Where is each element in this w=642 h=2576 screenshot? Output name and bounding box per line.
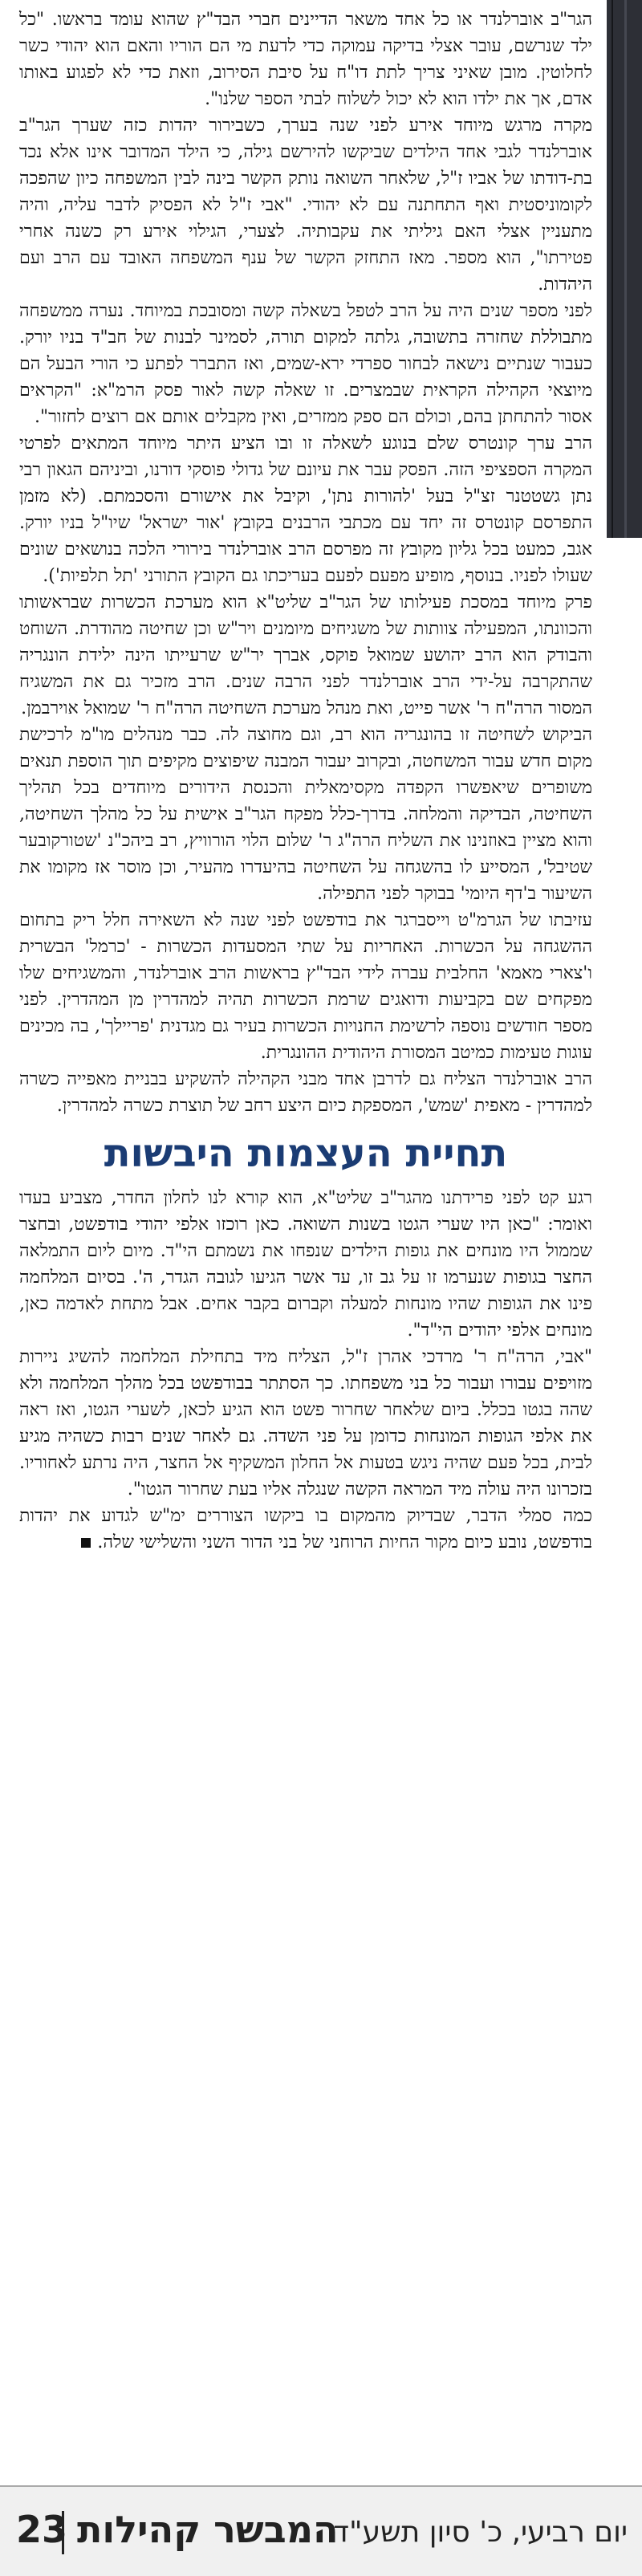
photo-edge-line [612,0,613,538]
article-paragraph: הרב אוברלנדר הצליח גם לדרבן אחד מבני הקהילה להשקיע בבניית מאפייה כשרה למהדרין - מאפית 'שמש', המספקת כיום היצע רחב של תוצרת כשרה למהדרין. [19,1069,592,1116]
article-paragraph: לפני מספר שנים היה על הרב לטפל בשאלה קשה ומסובכת במיוחד. נערה ממשפחה מתבוללת שחזרה בתשובה, גלתה למקום תורה, לסמינר לבנות של חב"ד בניו יורק. כעבור שנתיים נישאה לבחור ספרדי ירא-שמים, ואז התברר לפתע כי הורי הבעל הם מיוצאי הקהילה הקראית שבמצרים. זו שאלה קשה לאור פסק הרמ"א: "הקראים אסור להתחתן בהם, וכולם הם ספק ממזרים, ואין מקבלים אותם אם רוצים לחזור". [19,301,592,427]
section-subheading: תחיית העצמות היבשות [104,1131,508,1176]
photo-edge-line [624,0,627,538]
page-number: 23 [16,2508,68,2551]
article-paragraph: מקרה מרגש מיוחד אירע לפני שנה בערך, כשבירור יהדות כזה שערך הגר"ב אוברלנדר לגבי אחד הילדים שביקשו להירשם גילה, כי הילד המדובר אינו אלא נכד בת-דודתו של אביו ז"ל, שלאחר השואה נותק הקשר בינה לבין המשפחה כיון שהפכה לקומוניסטית ואף התחתנה עם לא יהודי. "אבי ז"ל לא הפסיק לדבר עליה, והיה מתעניין אצלי האם גיליתי את עקבותיה. לצערי, הגילוי אירע רק כשנה אחרי פטירתו", הוא מספר. מאז התחזק הקשר של ענף המשפחה האובד עם הרב ועם היהדות. [19,116,592,295]
page-footer [0,2487,642,2576]
issue-date: יום רביעי, כ' סיון תשע"ד [333,2516,628,2549]
photo-strip [607,0,642,538]
article-paragraph: הרב ערך קונטרס שלם בנוגע לשאלה זו ובו הציע היתר מיוחד המתאים לפרטי המקרה הספציפי הזה. הפסק עבר את עיונם של גדולי פוסקי דורנו, וביניהם הגאון רבי נתן גשטטנר זצ"ל בעל 'להורות נתן', וקיבל את אישורם והסכמתם. (לא מזמן התפרסם קונטרס זה יחד עם מכתבי הרבנים בקובץ 'אור ישראל' שיו"ל בניו יורק. אגב, כמעט בכל גליון מקובץ זה מפרסם הרב אוברלנדר בירורי הלכה בנושאים שונים שעולו לפניו. בנוסף, מופיע מפעם לפעם בעריכתו גם הקובץ התורני 'תל תלפיות'). [19,433,592,586]
article-paragraph: הגר"ב אוברלנדר או כל אחד משאר הדיינים חברי הבד"ץ שהוא עומד בראשו. "כל ילד שנרשם, עובר אצלי בדיקה עמוקה כדי לדעת מי הם הוריו והאם הוא יהודי כשר לחלוטין. מובן שאיני צריך לתת דו"ח על סיבת הסירוב, וזאת כדי לא לפגוע באותו אדם, אך את ילדו הוא לא יכול לשלוח לבתי הספר שלנו". [19,10,592,109]
article-paragraph: הביקוש לשחיטה זו בהונגריה הוא רב, וגם מחוצה לה. כבר מנהלים מו"מ לרכישת מקום חדש עבור המשחטה, ובקרוב יעבור המבנה שיפוצים מקיפים תוך הוספת תנאים משופרים שיאפשרו הקפדה מקסימאלית והכנסת הידורים מיוחדים בכל תהליך השחיטה, הבדיקה והמלחה. בדרך-כלל מפקח הגר"ב אישית על כל מהלך השחיטה, והוא מציין באוזנינו את השליח הרה"ג ר' שלום הלוי הורוויץ, רב ביהכ"נ 'שטורקובער שטיבל', המסייע לו בהשגחה על השחיטה בהיעדרו מהעיר, וכן מוסר אז מקומו את השיעור ב'דף היומי' בבוקר לפני התפילה. [19,725,592,904]
article-paragraph: "אבי, הרה"ח ר' מרדכי אהרן ז"ל, הצליח מיד בתחילת המלחמה להשיג ניירות מזויפים עבורו ועבור כל בני משפחתו. כך הסתתר בבודפשט בכל מהלך המלחמה ולא שהה בגטו בכלל. ביום שלאחר שחרור פשט הוא הגיע לכאן, לשערי הגטו, ואז ראה את אלפי הגופות המונחות כדומן על פני השדה. גם לאחר שנים רבות כשהיה מגיע לבית, בכל פעם שהיה ניגש בטעות אל החלון המשקיף אל החצר, היה נרתע לאחוריו. בזכרונו היה עולה מיד המראה הקשה שנגלה אליו בעת שחרור הגטו". [19,1347,592,1500]
article-body [19,0,592,1556]
article-paragraph: רגע קט לפני פרידתנו מהגר"ב שליט"א, הוא קורא לנו לחלון החדר, מצביע בעדו ואומר: "כאן היו שערי הגטו בשנות השואה. כאן רוכזו אלפי יהודי בודפשט, ובחצר שממול היו מונחים את גופות הילדים שנפחו את נשמתם הי"ד. מיום ליום התמלאה החצר בגופות שנערמו זו על גב זו, עד אשר הגיעו לגובה הגדר, ה'. בסיום המלחמה פינו את הגופות שהיו מונחות למעלה וקברום בקבר אחים. אבל מתחת לאדמה כאן, מונחים אלפי יהודים הי"ד". [19,1188,592,1341]
article-paragraph: פרק מיוחד במסכת פעילותו של הגר"ב שליט"א הוא מערכת הכשרות שבראשותו והכוונתו, המפעילה צוותות של משגיחים מיומנים ויר"ש וכן שחיטה מהודרת. השוחט והבודק הוא הרב יהושע שמואל פוקס, אברך יר"ש שרעייתו הינה ילידת הונגריה שהתקרבה על-ידי הרב אוברלנדר לפני הרבה שנים. הרב מזכיר גם את המשגיח המסור הרה"ח ר' אשר פייט, ואת מנהל מערכת השחיטה הרה"ח ר' שמואל אוירבמן. [19,592,592,718]
article-paragraph: עזיבתו של הגרמ"ט וייסברגר את בודפשט לפני שנה לא השאירה חלל ריק בתחום ההשגחה על הכשרות. האחריות על שתי המסעדות הכשרות - 'כרמל' הבשרית ו'צארי מאמא' החלבית עברה לידי הבד"ץ בראשות הרב אוברלנדר, והמשגיחים שלו מפקחים שם בקביעות ודואגים שרמת הכשרות תהיה למהדרין מן המהדרין. לפני מספר חודשים נוספה לרשימת החנויות הכשרות בעיר גם מגדנית 'פריילך', בה מכינים עוגות טעימות כמיטב המסורת היהודית ההונגרית. [19,910,592,1063]
article-paragraph-last [19,1503,592,1556]
magazine-name: המבשר קהילות [77,2508,339,2551]
article-paragraph-text: כמה סמלי הדבר, שבדיוק מהמקום בו ביקשו הצוררים ימ"ש לגדוע את יהדות בודפשט, נובע כיום מקור החיות הרוחני של בני הדור השני והשלישי שלה. [19,1506,592,1553]
end-of-article-mark [81,1538,91,1548]
